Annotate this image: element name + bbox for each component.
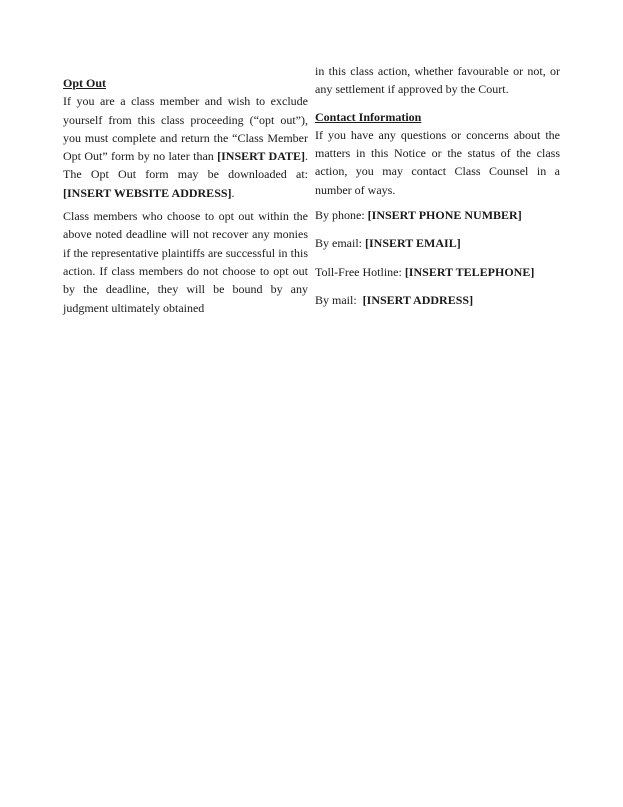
contact-placeholder-phone: [INSERT PHONE NUMBER] [367, 208, 522, 223]
contact-label-mail: By mail: [315, 292, 363, 307]
contact-information-heading: Contact Information [315, 109, 422, 124]
contact-line-hotline [315, 263, 560, 281]
contact-placeholder-hotline: [INSERT TELEPHONE] [404, 264, 535, 279]
left-column [63, 62, 308, 317]
contact-placeholder-email: [INSERT EMAIL] [365, 236, 461, 251]
contact-line-email [315, 234, 560, 252]
contact-placeholder-mail: [INSERT ADDRESS] [362, 292, 474, 307]
contact-intro-paragraph: If you have any questions or concerns about the matters in this Notice or the status of the class action, you may contact Class Counsel in a number of ways. [315, 127, 560, 197]
contact-line-phone [315, 206, 560, 224]
contact-label-phone: By phone: [315, 208, 368, 223]
contact-label-email: By email: [315, 236, 365, 251]
opt-out-paragraph: If you are a class member and wish to exclude yourself from this class proceeding (“opt out”), you must complete and return the “Class Member Opt Out” form by no later than [INSERT DATE]. The Opt Out form may be downloaded at: [INSERT WEBSITE ADDRESS]. [63, 94, 308, 200]
contact-line-mail [315, 291, 560, 309]
opt-out-heading: Opt Out [63, 76, 107, 90]
right-column [315, 62, 560, 317]
continuation-paragraph: in this class action, whether favourable or not, or any settlement if approved by the Court. [315, 64, 560, 97]
opt-out-consequences-paragraph: Class members who choose to opt out within the above noted deadline will not recover any monies if the representative plaintiffs are successful in this action. If class members do not choose to opt out by the deadline, they will be bound by any judgment ultimately obtained [63, 209, 308, 315]
two-column-layout [0, 0, 623, 317]
contact-label-hotline: Toll-Free Hotline: [315, 264, 405, 279]
